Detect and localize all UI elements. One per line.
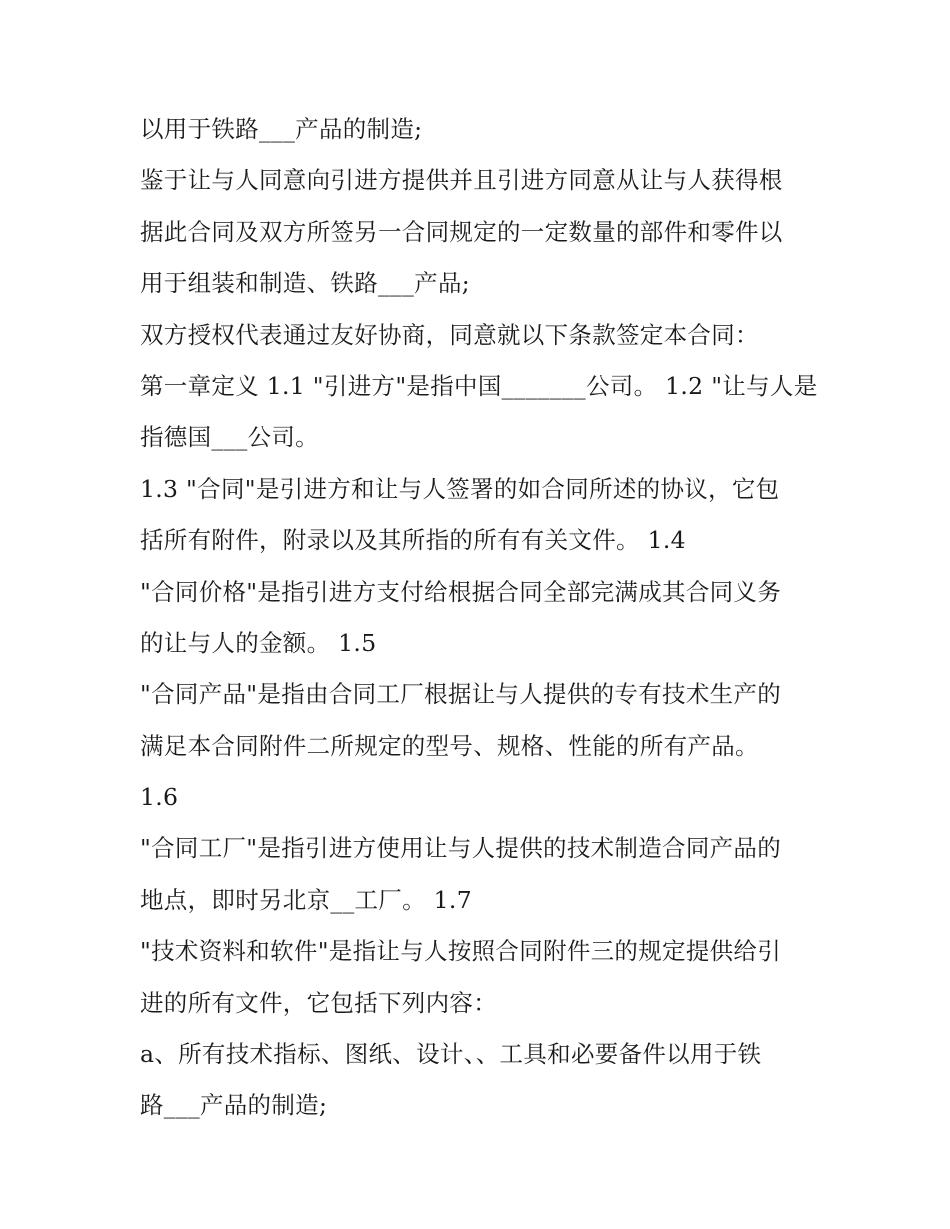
text-line: 1.3 "合同"是引进方和让与人签署的如合同所述的协议，它包 (140, 474, 780, 503)
text-line: "技术资料和软件"是指让与人按照合同附件三的规定提供给引 (140, 937, 782, 966)
text-line: "合同工厂"是指引进方使用让与人提供的技术制造合同产品的 (140, 834, 782, 863)
text-line: 路___产品的制造; (140, 1091, 328, 1120)
text-line: 用于组装和制造、铁路___产品; (140, 269, 470, 298)
text-line: 进的所有文件，它包括下列内容： (140, 988, 497, 1017)
text-line: 满足本合同附件二所规定的型号、规格、性能的所有产品。 (140, 731, 759, 760)
document-body (140, 104, 820, 1132)
text-line: "合同产品"是指由合同工厂根据让与人提供的专有技术生产的 (140, 680, 782, 709)
text-line: 的让与人的金额。 1.5 (140, 628, 377, 657)
text-line: 1.6 (140, 783, 179, 812)
text-line: 地点，即时另北京__工厂。 1.7 (140, 885, 472, 914)
text-line: 指德国___公司。 (140, 423, 319, 452)
text-line: 双方授权代表通过友好协商，同意就以下条款签定本合同： (140, 320, 759, 349)
text-line: 第一章定义 1.1 "引进方"是指中国_______公司。 1.2 "让与人是 (140, 371, 818, 400)
text-line: 鉴于让与人同意向引进方提供并且引进方同意从让与人获得根 (140, 166, 783, 195)
text-line: a、所有技术指标、图纸、设计、、工具和必要备件以用于铁 (140, 1040, 762, 1069)
text-line: 据此合同及双方所签另一合同规定的一定数量的部件和零件以 (140, 217, 783, 246)
text-line: 括所有附件，附录以及其所指的所有有关文件。 1.4 (140, 526, 686, 555)
text-line: 以用于铁路___产品的制造; (140, 115, 423, 143)
text-line: "合同价格"是指引进方支付给根据合同全部完满成其合同义务 (140, 577, 782, 606)
